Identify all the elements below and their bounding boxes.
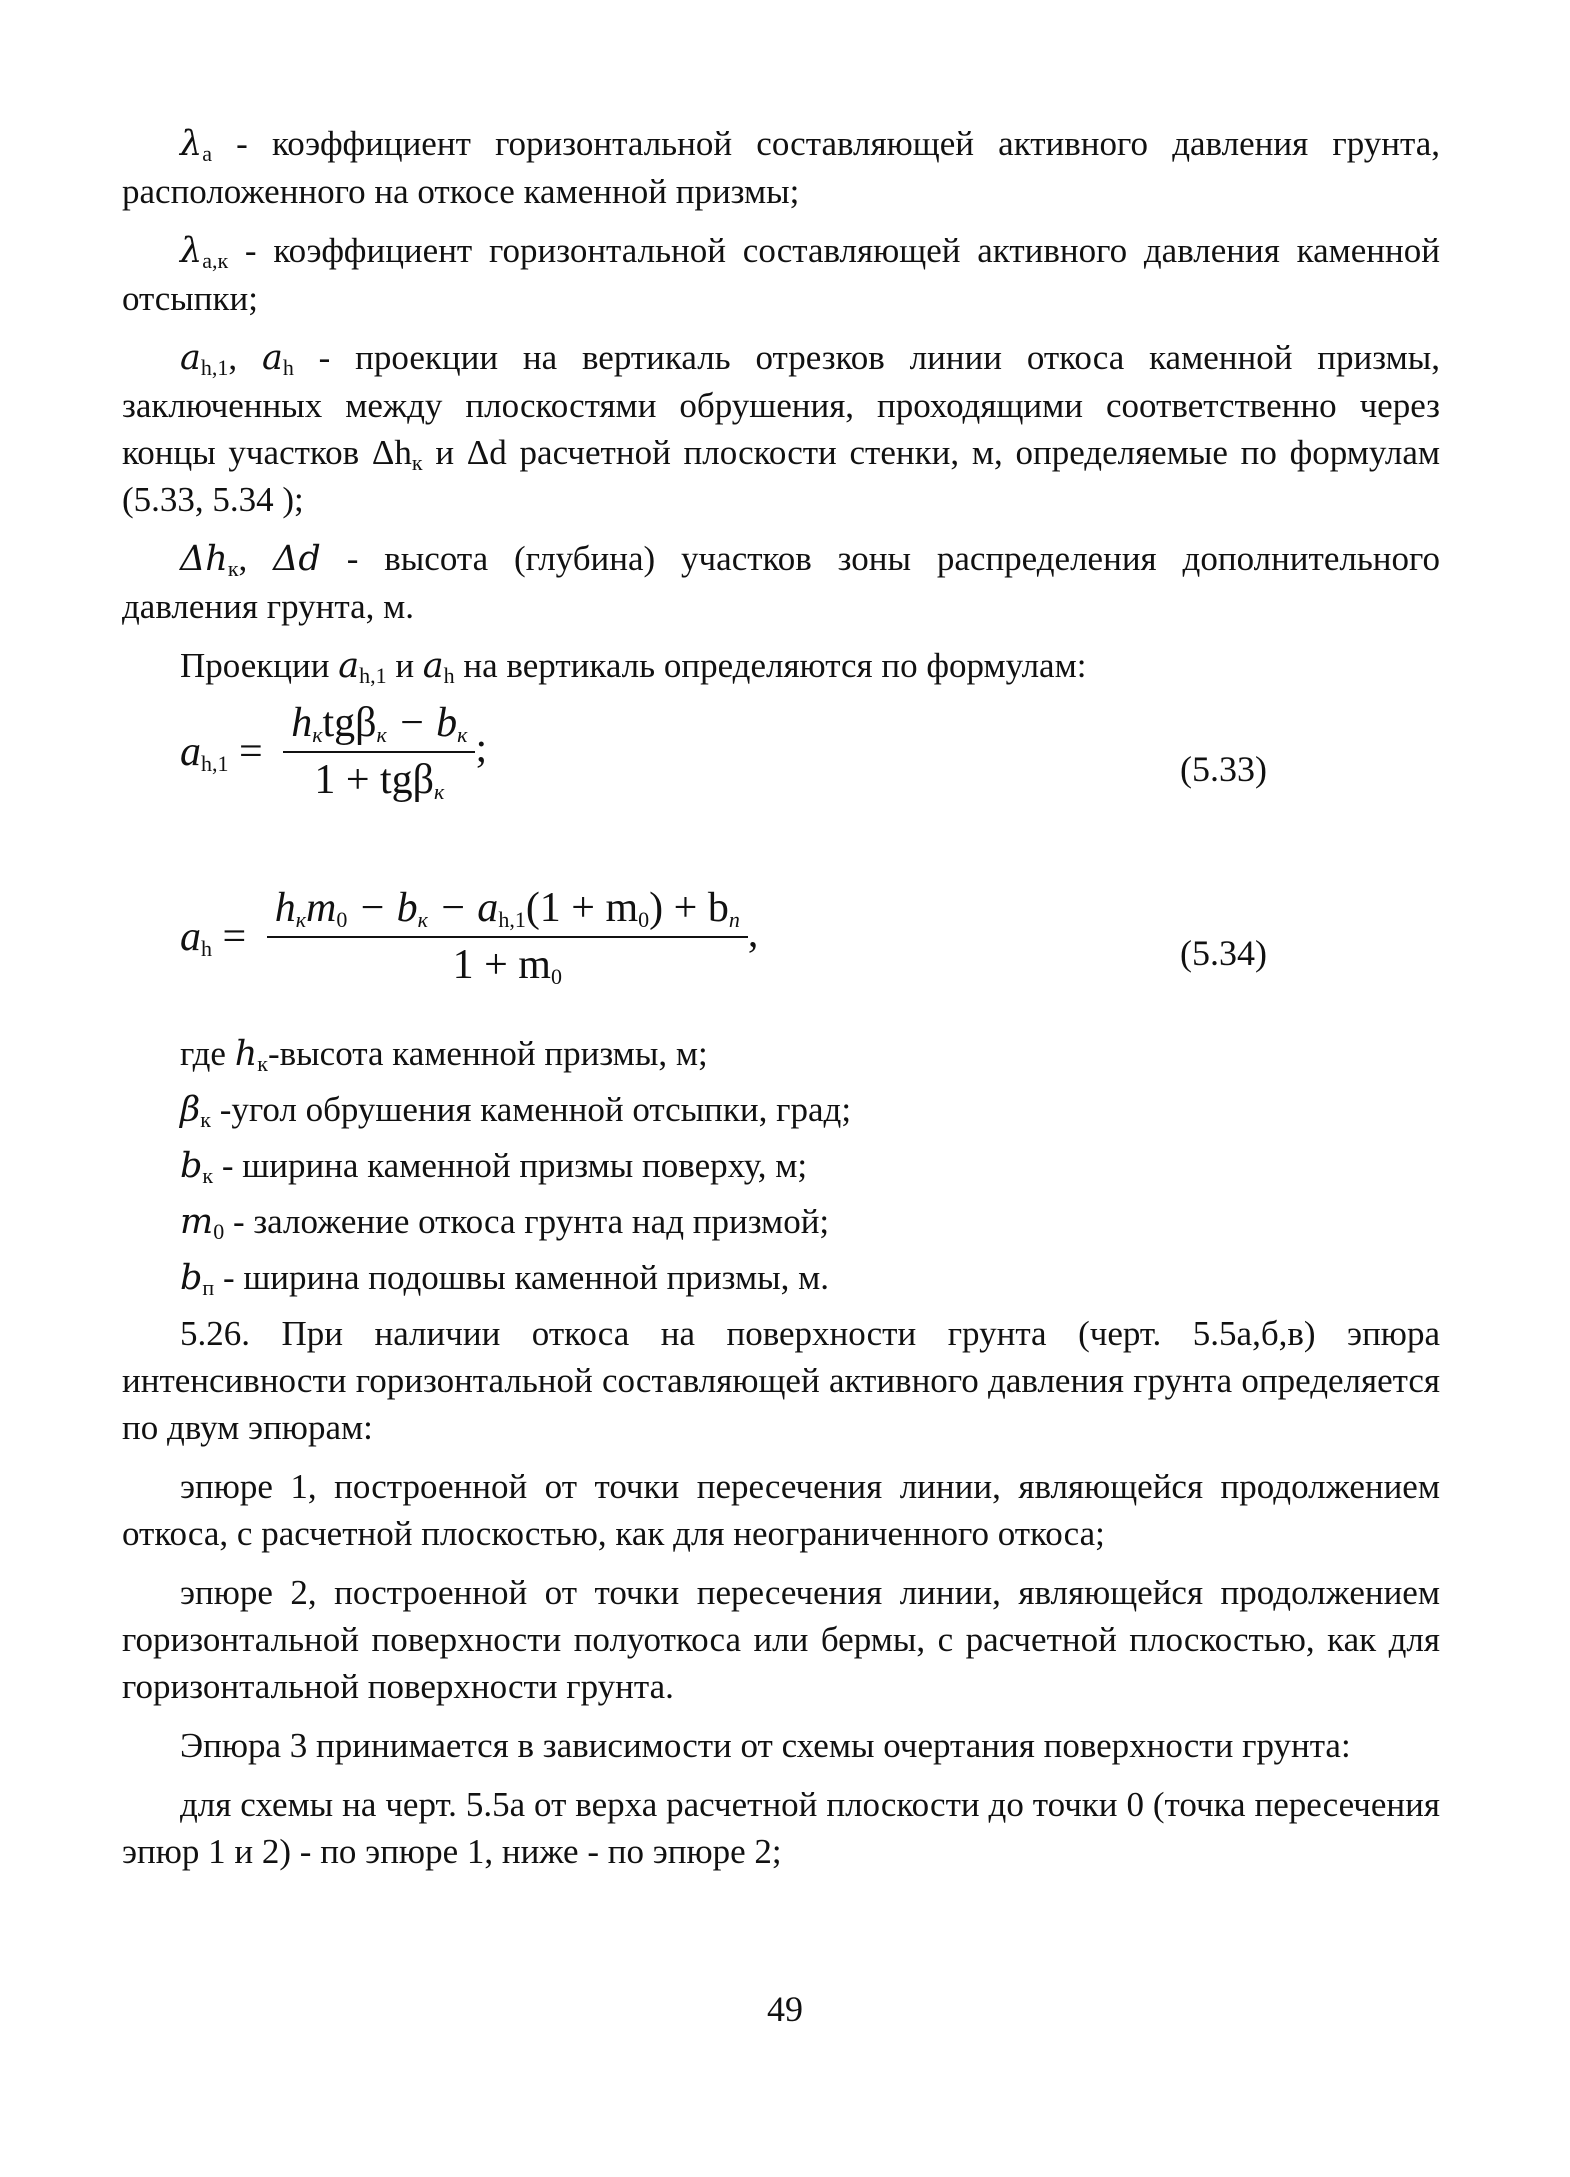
subscript: а [202, 141, 212, 166]
num-paren: (1 + m [525, 885, 639, 931]
item-text: - ширина каменной призмы поверху, м; [213, 1146, 808, 1185]
paragraph-epure-2: эпюре 2, построенной от точки пересечения линии, являющейся продолжением горизонтальной поверхности полуоткоса или бермы, с расчетной плоскостью, как для горизонтальной поверхности грунта. [122, 1573, 1440, 1706]
definition-text: - коэффициент горизонтальной составляющей активного давления грунта, расположенного на откосе каменной призмы; [122, 124, 1440, 211]
subscript: h [443, 663, 455, 688]
item-text: - ширина подошвы каменной призмы, м. [214, 1258, 830, 1297]
subscript: h,1 [359, 663, 387, 688]
paragraph-scheme-5-5a: для схемы на черт. 5.5а от верха расчетной плоскости до точки 0 (точка пересечения эпюр 1 и 2) - по эпюре 1, ниже - по эпюре 2; [122, 1785, 1440, 1871]
def-lambda-ak [122, 227, 1440, 322]
formula-tail: ; [475, 725, 488, 772]
def-lambda-a [122, 120, 1440, 215]
where-item-hk [122, 1030, 1440, 1078]
page-number: 49 [767, 1989, 803, 2029]
definition-text: - проекции на вертикаль отрезков линии откоса каменной призмы, заключенных между плоскостями обрушения, проходящими соответственно через концы участков Δh [122, 338, 1441, 472]
symbol: a [422, 646, 444, 686]
num-h: h [291, 700, 313, 746]
where-item-bk [122, 1142, 1440, 1190]
num-sub: к [376, 722, 387, 747]
where-list [122, 1030, 1440, 1302]
symbol: b [180, 1258, 203, 1298]
subscript: к [227, 556, 239, 581]
lhs-symbol: a [180, 913, 201, 960]
definitions-top [122, 120, 1440, 690]
symbol: λ [180, 231, 203, 271]
subscript: h [282, 355, 294, 380]
num-sub: 0 [336, 907, 348, 932]
formula-lhs: $a_h$ = [180, 913, 247, 961]
num-sub: к [457, 722, 468, 747]
symbol: λ [180, 124, 203, 164]
num-tg: tgβ [322, 700, 377, 746]
subscript: к [200, 1107, 211, 1132]
num-sub: п [728, 907, 740, 932]
definition-text: и Δd расчетной плоскости стенки, м, определяемые по формулам (5.33, 5.34 ); [122, 433, 1441, 519]
den-text: 1 + m [452, 942, 551, 988]
def-delta-h: $\Delta h_к$, Δd - высота (глубина) участков зоны распределения дополнительного давления грунта, м. [122, 539, 1441, 626]
den-sub: к [434, 779, 445, 804]
formula-lhs: $a_{h,1}$ = [180, 728, 263, 776]
num-sub: к [312, 722, 323, 747]
numerator [267, 885, 748, 938]
lhs-sub: h,1 [201, 750, 229, 776]
subscript: 0 [213, 1219, 225, 1244]
where-item-beta [122, 1086, 1440, 1134]
formula-tail: , [747, 910, 759, 957]
symbol: a [180, 338, 201, 378]
subscript: п [202, 1275, 215, 1300]
num-sub: 0 [638, 907, 650, 932]
paragraph-epure-3: Эпюра 3 принимается в зависимости от схемы очертания поверхности грунта: [180, 1726, 1351, 1765]
intro-text: и [386, 646, 423, 685]
where-item-m0 [122, 1198, 1440, 1246]
symbol: h [234, 1034, 258, 1074]
num-sub: к [295, 907, 306, 932]
subscript: к [411, 450, 423, 475]
num-sub: h,1 [498, 907, 526, 932]
lhs-sub: h [201, 935, 212, 961]
num-h: h [274, 885, 296, 931]
symbol: m [180, 1202, 214, 1242]
num-a: − a [427, 885, 499, 931]
den-sub: 0 [550, 964, 562, 989]
num-b: − b [347, 885, 418, 931]
item-text: -высота каменной призмы, м; [267, 1034, 708, 1073]
paragraph-epure-1: эпюре 1, построенной от точки пересечения линии, являющейся продолжением откоса, с расчетной плоскостью, как для неограниченного откоса; [122, 1467, 1440, 1553]
den-text: 1 + tgβ [314, 757, 435, 803]
denominator [283, 753, 475, 804]
body-paragraphs [122, 1310, 1440, 1875]
symbol: a [261, 338, 283, 378]
num-m: m [305, 885, 337, 931]
formula-fraction [267, 885, 748, 989]
symbol: a [338, 646, 360, 686]
symbol: Δd [273, 539, 321, 579]
num-b: − b [386, 700, 458, 746]
def-a-h: $a_{h,1}$, $a_h$ - проекции на вертикаль отрезков линии откоса каменной призмы, заключенных между плоскостями обрушения, проходящими соответственно через концы участков $\Delta h_к$ и Δd расчетной плоскости стенки, м, определяемые по формулам (5.33, 5.34 ); [122, 338, 1441, 519]
denominator [267, 938, 748, 989]
symbol: b [180, 1146, 203, 1186]
subscript: к [257, 1051, 268, 1076]
definition-text: - высота (глубина) участков зоны распределения дополнительного давления грунта, м. [122, 539, 1441, 626]
num-bp: ) + b [649, 885, 729, 931]
symbol: Δh [180, 539, 228, 579]
intro-text: Проекции [180, 646, 339, 685]
symbol: β [180, 1090, 201, 1130]
intro-text: на вертикаль определяются по формулам: [454, 646, 1087, 685]
item-text: - заложение откоса грунта над призмой; [224, 1202, 830, 1241]
formula-5-33 [180, 700, 487, 804]
equation-number-5-33: (5.33) [1180, 749, 1267, 789]
equation-number-5-34: (5.34) [1180, 933, 1267, 973]
subscript: h,1 [200, 355, 229, 380]
subscript: а,к [202, 248, 229, 273]
item-text: -угол обрушения каменной отсыпки, град; [210, 1090, 852, 1129]
numerator [283, 700, 475, 753]
paragraph-5-26: 5.26. При наличии откоса на поверхности грунта (черт. 5.5а,б,в) эпюра интенсивности горизонтальной составляющей активного давления грунта определяется по двум эпюрам: [122, 1314, 1440, 1447]
formula-fraction [283, 700, 475, 804]
projection-intro [122, 642, 1440, 690]
lhs-symbol: a [180, 728, 201, 775]
formula-5-34 [180, 885, 758, 989]
subscript: к [202, 1163, 214, 1188]
where-word: где [180, 1034, 235, 1073]
num-sub: к [417, 907, 428, 932]
where-item-bp [122, 1254, 1440, 1302]
definition-text: - коэффициент горизонтальной составляющей активного давления каменной отсыпки; [122, 231, 1440, 318]
